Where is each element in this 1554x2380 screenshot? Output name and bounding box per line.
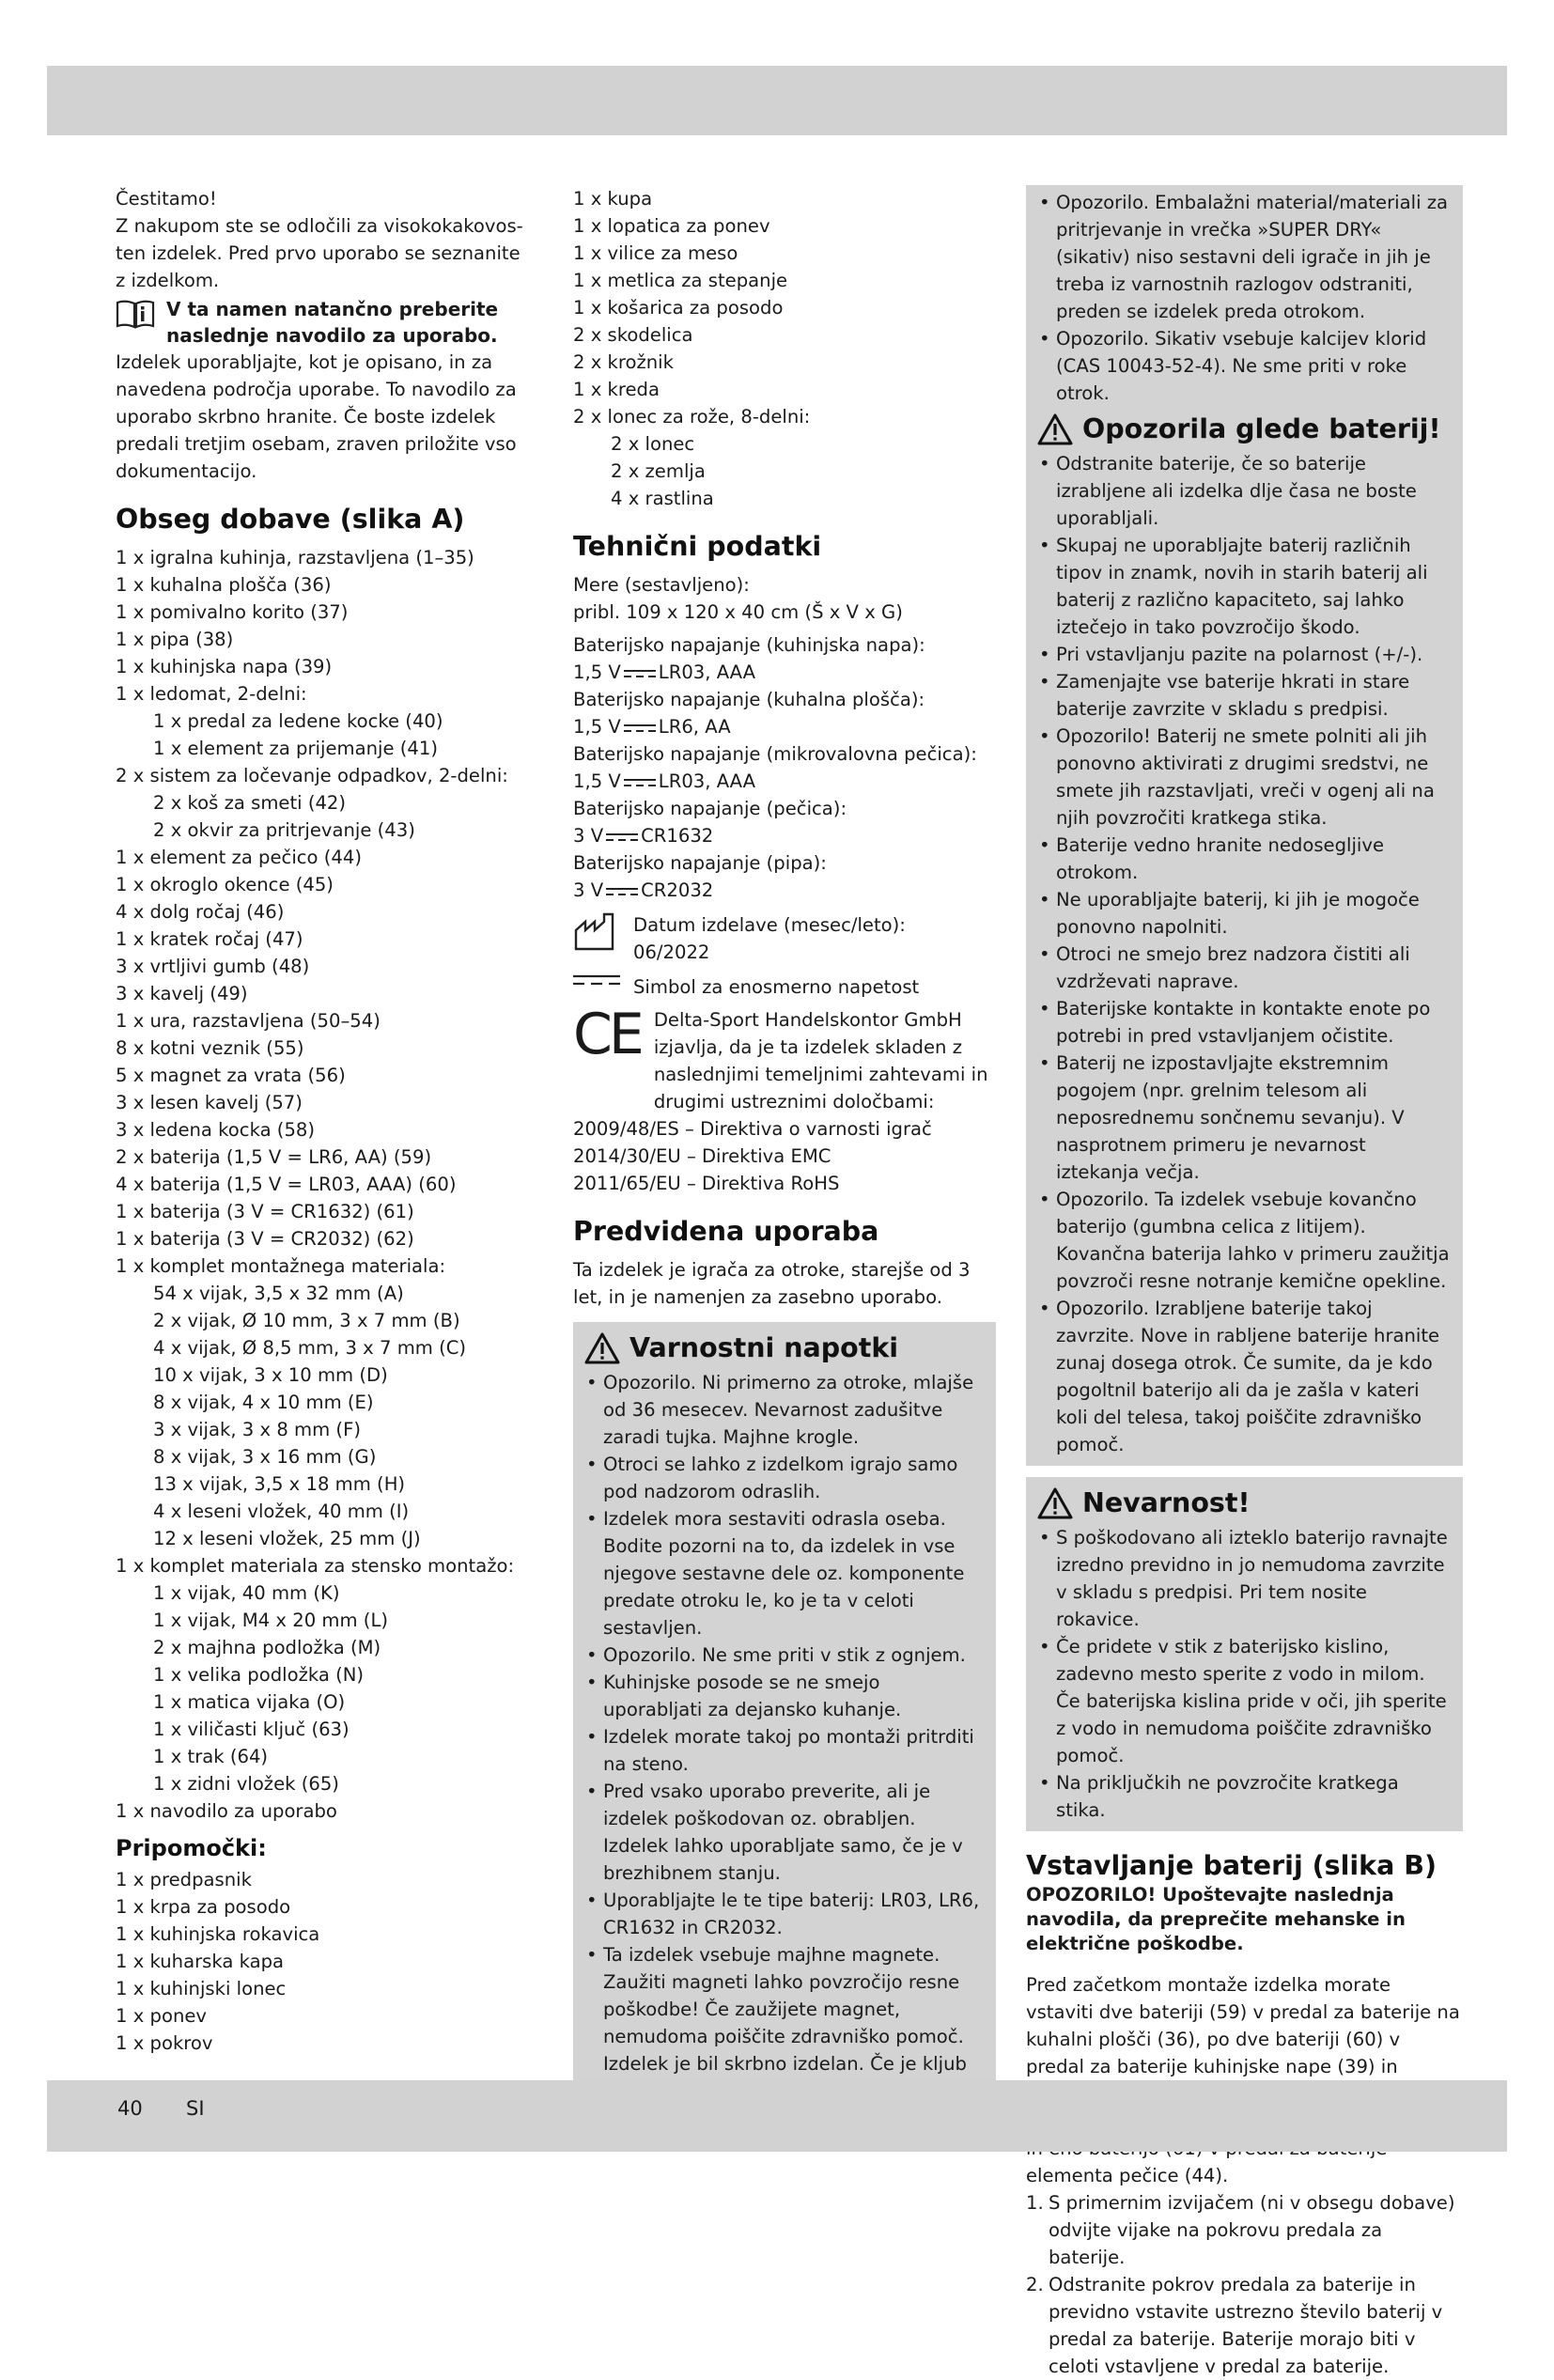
list-item: 2 x koš za smeti (42) — [153, 792, 347, 814]
power-voltage: 3 V — [573, 879, 604, 901]
power-value — [573, 659, 996, 686]
power-value — [573, 877, 996, 904]
list-item: 8 x vijak, 4 x 10 mm (E) — [153, 1392, 374, 1413]
dc-symbol-icon — [573, 973, 620, 987]
dc-symbol-icon — [606, 886, 638, 897]
list-item: 4 x baterija (1,5 V = LR03, AAA) (60) — [116, 1174, 457, 1195]
list-item: 1 x kreda — [573, 379, 660, 400]
list-item: 2 x zemlja — [611, 460, 706, 482]
bullet-item: • Ne uporabljajte baterij, ki jih je mogoče ponovno napolniti. — [1037, 886, 1452, 941]
list-item: 3 x ledena kocka (58) — [116, 1119, 316, 1141]
bullet-item: • Če pridete v stik z baterijsko kislino, zadevno mesto sperite z vodo in milom. Če baterijska kislina pride v oči, jih sperite z vodo in nemudoma poiščite zdravniško pomoč. — [1037, 1633, 1452, 1769]
list-item: 1 x metlica za stepanje — [573, 270, 788, 291]
list-item: 2 x okvir za pritrjevanje (43) — [153, 819, 415, 841]
greeting: Čestitamo! — [116, 188, 217, 210]
dc-symbol-icon — [624, 668, 656, 679]
intro-text: Z nakupom ste se odločili za visokokakovos-ten izdelek. Pred prvo uporabo se seznanite z izdelkom. — [116, 215, 523, 291]
list-item: 1 x vilice za meso — [573, 242, 738, 264]
use-text: Ta izdelek je igrača za otroke, starejše od 3 let, in je namenjen za zasebno uporabo. — [573, 1259, 971, 1308]
list-item: 1 x kupa — [573, 188, 653, 210]
list-item: 2 x lonec — [611, 433, 695, 455]
tech-heading: Tehnični podatki — [573, 531, 822, 562]
step-number: 1. — [1026, 2192, 1044, 2214]
list-item: 1 x pomivalno korito (37) — [116, 601, 349, 623]
list-item: 3 x lesen kavelj (57) — [116, 1092, 303, 1113]
bullet-item: • S poškodovano ali izteklo baterijo ravnajte izredno previdno in jo nemudoma zavrzite v skladu s predpisi. Pri tem nosite rokavice. — [1037, 1524, 1452, 1633]
list-item: 1 x element za prijemanje (41) — [153, 738, 438, 759]
directive-item: 2011/65/EU – Direktiva RoHS — [573, 1173, 840, 1194]
bullet-item: • Na priključkih ne povzročite kratkega stika. — [1037, 1769, 1452, 1824]
column-2 — [573, 185, 996, 2139]
step-number: 2. — [1026, 2274, 1044, 2295]
warning-icon — [1037, 1487, 1073, 1519]
dims-label: Mere (sestavljeno): — [573, 574, 750, 596]
bullet-item: • Izdelek morate takoj po montaži pritrditi na steno. — [584, 1723, 985, 1778]
bullet-item: • Opozorilo. Sikativ vsebuje kalcijev klorid (CAS 10043-52-4). Ne sme priti v roke otrok. — [1037, 325, 1452, 407]
warning-icon — [1037, 413, 1073, 445]
list-item: 8 x kotni veznik (55) — [116, 1037, 304, 1059]
page-language: SI — [186, 2097, 205, 2120]
list-item: 1 x pipa (38) — [116, 629, 234, 650]
list-item: 3 x kavelj (49) — [116, 983, 248, 1004]
list-item: 1 x vijak, M4 x 20 mm (L) — [153, 1610, 389, 1631]
intro-text-2: Izdelek uporabljajte, kot je opisano, in za navedena področja uporabe. To navodilo za uporabo skrbno hranite. Če boste izdelek predali tretjim osebam, zraven priložite vso dokumentacijo. — [116, 351, 517, 482]
power-value — [573, 768, 996, 795]
accessories-heading: Pripomočki: — [116, 1835, 267, 1861]
bullet-item: • Otroci ne smejo brez nadzora čistiti ali vzdrževati naprave. — [1037, 941, 1452, 995]
bullet-item: • Pri vstavljanju pazite na polarnost (+/-). — [1037, 641, 1452, 668]
list-item: 3 x vrtljivi gumb (48) — [116, 956, 310, 977]
list-item: 1 x ponev — [116, 2005, 208, 2027]
list-item: 1 x igralna kuhinja, razstavljena (1–35) — [116, 547, 474, 568]
power-label: Baterijsko napajanje (kuhalna plošča): — [573, 689, 925, 710]
list-item: 2 x sistem za ločevanje odpadkov, 2-delni: — [116, 765, 508, 786]
list-item: 1 x zidni vložek (65) — [153, 1773, 339, 1795]
bullet-item: • Skupaj ne uporabljajte baterij različnih tipov in znamk, novih in starih baterij ali baterij z različno kapaciteto, saj lahko iztečejo in tako povzročijo škodo. — [1037, 532, 1452, 641]
dc-symbol-icon — [624, 777, 656, 788]
scope-list — [116, 544, 529, 1825]
dims-value: pribl. 109 x 120 x 40 cm (Š x V x G) — [573, 601, 903, 623]
dc-symbol-text: Simbol za enosmerno napetost — [633, 976, 920, 998]
step-text: Odstranite pokrov predala za baterije in previdno vstavite ustrezno število baterij v predal za baterije. Baterije morajo biti v celoti vstavljene v predal za baterije. — [1049, 2274, 1443, 2377]
list-item: 1 x komplet montažnega materiala: — [116, 1255, 446, 1277]
list-item: 4 x leseni vložek, 40 mm (I) — [153, 1501, 410, 1522]
warning-icon — [584, 1332, 620, 1364]
list-item: 13 x vijak, 3,5 x 18 mm (H) — [153, 1473, 406, 1495]
power-type: LR03, AAA — [658, 770, 756, 792]
power-value — [573, 822, 996, 849]
list-item: 1 x navodilo za uporabo — [116, 1800, 337, 1822]
bullet-item: • Opozorilo! Baterij ne smete polniti ali jih ponovno aktivirati z drugimi sredstvi, ne smete jih razstavljati, vreči v ogenj ali na njih povzročiti kratkega stika. — [1037, 723, 1452, 832]
list-item: 10 x vijak, 3 x 10 mm (D) — [153, 1364, 388, 1386]
list-item: 1 x kuhalna plošča (36) — [116, 574, 332, 596]
power-type: LR6, AA — [658, 716, 731, 738]
bullet-item: • Opozorilo. Ni primerno za otroke, mlajše od 36 mesecev. Nevarnost zadušitve zaradi tujka. Majhne krogle. — [584, 1369, 985, 1451]
insert-heading: Vstavljanje baterij (slika B) — [1026, 1850, 1437, 1881]
power-type: CR2032 — [641, 879, 714, 901]
list-item: 1 x velika podložka (N) — [153, 1664, 365, 1686]
battery-heading-row — [1037, 412, 1452, 446]
power-voltage: 1,5 V — [573, 770, 621, 792]
list-item: 1 x baterija (3 V = CR2032) (62) — [116, 1228, 414, 1250]
power-type: CR1632 — [641, 825, 714, 847]
bullet-item: • Baterijske kontakte in kontakte enote po potrebi in pred vstavljanjem očistite. — [1037, 995, 1452, 1050]
bullet-item: • Opozorilo. Embalažni material/materiali za pritrjevanje in vrečka »SUPER DRY« (sikativ) niso sestavni deli igrače in jih je treba iz varnostnih razlogov odstraniti, preden se izdelek preda otrokom. — [1037, 189, 1452, 325]
list-item: 1 x okroglo okence (45) — [116, 874, 334, 895]
list-item: 8 x vijak, 3 x 16 mm (G) — [153, 1446, 377, 1468]
list-item: 4 x vijak, Ø 8,5 mm, 3 x 7 mm (C) — [153, 1337, 467, 1359]
list-item: 2 x baterija (1,5 V = LR6, AA) (59) — [116, 1146, 432, 1168]
list-item: 2 x vijak, Ø 10 mm, 3 x 7 mm (B) — [153, 1310, 460, 1331]
bullet-item: • Otroci se lahko z izdelkom igrajo samo pod nadzorom odraslih. — [584, 1451, 985, 1505]
date-value: 06/2022 — [633, 941, 710, 963]
list-item: 4 x rastlina — [611, 488, 714, 509]
list-item: 3 x vijak, 3 x 8 mm (F) — [153, 1419, 361, 1440]
bullet-item: • Pred vsako uporabo preverite, ali je izdelek poškodovan oz. obrabljen. Izdelek lahko uporabljate samo, če je v brezhibnem stanju. — [584, 1778, 985, 1887]
bullet-item: • Odstranite baterije, če so baterije izrabljene ali izdelka dlje časa ne boste uporabljali. — [1037, 450, 1452, 532]
insert-steps — [1026, 2189, 1463, 2380]
column-1 — [116, 185, 529, 2057]
bullet-item: • Opozorilo. Ne sme priti v stik z ognjem. — [584, 1641, 985, 1669]
note-text: V ta namen natančno preberite naslednje navodilo za uporabo. — [166, 298, 499, 347]
ce-mark: CE — [573, 1002, 641, 1067]
power-list — [573, 631, 996, 904]
list-item: 4 x dolg ročaj (46) — [116, 901, 285, 923]
list-item: 1 x kuhinjska rokavica — [116, 1923, 320, 1945]
list-item: 1 x viličasti ključ (63) — [153, 1719, 350, 1740]
bullet-item: • Uporabljajte le te tipe baterij: LR03, LR6, CR1632 in CR2032. — [584, 1887, 985, 1941]
power-value — [573, 713, 996, 740]
bullet-item: • Opozorilo. Ta izdelek vsebuje kovančno baterijo (gumbna celica z litijem). Kovančna baterija lahko v primeru zaužitja povzroči resne notranje kemične opekline. — [1037, 1186, 1452, 1295]
list-item: 1 x kratek ročaj (47) — [116, 928, 303, 950]
list-item: 1 x predpasnik — [116, 1869, 252, 1890]
bullet-item: • Zamenjajte vse baterije hkrati in stare baterije zavrzite v skladu s predpisi. — [1037, 668, 1452, 723]
ce-text: Delta-Sport Handelskontor GmbH izjavlja, da je ta izdelek skladen z naslednjimi temeljnimi zahtevami in drugimi ustreznimi določbami: — [653, 1009, 988, 1112]
power-type: LR03, AAA — [658, 661, 756, 683]
factory-icon — [573, 911, 620, 953]
page-number: 40 — [117, 2097, 143, 2120]
battery-heading: Opozorila glede baterij! — [1082, 413, 1441, 444]
danger-heading: Nevarnost! — [1082, 1487, 1251, 1518]
ce-declaration — [573, 1002, 996, 1115]
power-label: Baterijsko napajanje (pečica): — [573, 798, 847, 819]
accessories-list — [116, 1866, 529, 2057]
use-heading: Predvidena uporaba — [573, 1216, 879, 1247]
danger-heading-row — [1037, 1486, 1452, 1520]
list-item: 1 x element za pečico (44) — [116, 847, 362, 868]
step-item — [1026, 2271, 1463, 2380]
scope-heading: Obseg dobave (slika A) — [116, 504, 465, 535]
danger-box — [1026, 1477, 1463, 1831]
list-item: 1 x ura, razstavljena (50–54) — [116, 1010, 381, 1032]
header-bar — [47, 66, 1507, 135]
step-text: S primernim izvijačem (ni v obsegu dobave) odvijte vijake na pokrovu predala za baterije. — [1049, 2192, 1455, 2268]
directive-item: 2009/48/ES – Direktiva o varnosti igrač — [573, 1118, 932, 1140]
list-item: 1 x vijak, 40 mm (K) — [153, 1582, 340, 1604]
list-item: 1 x baterija (3 V = CR1632) (61) — [116, 1201, 414, 1222]
power-voltage: 1,5 V — [573, 716, 621, 738]
list-item: 2 x krožnik — [573, 351, 674, 373]
list-item: 54 x vijak, 3,5 x 32 mm (A) — [153, 1283, 404, 1304]
directives-list — [573, 1115, 996, 1197]
packaging-warnings — [1037, 189, 1452, 407]
dc-symbol-icon — [624, 723, 656, 734]
safety-list — [584, 1369, 985, 2132]
bullet-item: • Opozorilo. Izrabljene baterije takoj zavrzite. Nove in rabljene baterije hranite zunaj dosega otrok. Če sumite, da je kdo pogoltnil baterijo ali da je zašla v kateri koli del telesa, takoj poiščite zdravniško pomoč. — [1037, 1295, 1452, 1458]
list-item: 1 x ledomat, 2-delni: — [116, 683, 307, 705]
list-item: 12 x leseni vložek, 25 mm (J) — [153, 1528, 421, 1549]
list-item: 1 x kuhinjska napa (39) — [116, 656, 333, 677]
power-label: Baterijsko napajanje (pipa): — [573, 852, 827, 874]
scope-list-continued — [573, 185, 996, 512]
power-voltage: 1,5 V — [573, 661, 621, 683]
power-label: Baterijsko napajanje (mikrovalovna pečica): — [573, 743, 977, 765]
bullet-item: • Baterije vedno hranite nedosegljive otrokom. — [1037, 832, 1452, 886]
list-item: 1 x kuhinjski lonec — [116, 1978, 287, 1999]
bullet-item: • Ta izdelek vsebuje majhne magnete. Zaužiti magneti lahko povzročijo resne poškodbe! Če zaužijete magnet, nemudoma poiščite zdravniško pomoč. Izdelek je bil skrbno izdelan. Če je kljub — [584, 1941, 985, 2132]
list-item: 1 x kuharska kapa — [116, 1951, 285, 1972]
bullet-item: • Izdelek mora sestaviti odrasla oseba. Bodite pozorni na to, da izdelek in vse njegove sestavne dele oz. komponente predate otroku le, ko je ta v celoti sestavljen. — [584, 1505, 985, 1641]
battery-warnings — [1037, 450, 1452, 1458]
list-item: 1 x krpa za posodo — [116, 1896, 291, 1918]
list-item: 1 x predal za ledene kocke (40) — [153, 710, 443, 732]
column-3 — [1026, 185, 1463, 2380]
list-item: 1 x matica vijaka (O) — [153, 1691, 346, 1713]
date-label: Datum izdelave (mesec/leto): — [633, 914, 906, 936]
list-item: 1 x lopatica za ponev — [573, 215, 770, 237]
battery-box — [1026, 185, 1463, 1466]
list-item: 1 x pokrov — [116, 2032, 213, 2054]
safety-heading: Varnostni napotki — [629, 1332, 899, 1363]
danger-warnings — [1037, 1524, 1452, 1824]
list-item: 2 x skodelica — [573, 324, 693, 346]
list-item: 1 x trak (64) — [153, 1746, 269, 1767]
safety-heading-row — [584, 1331, 985, 1365]
insert-warning: OPOZORILO! Upoštevajte naslednja navodila, da preprečite mehanske in električne poškodbe. — [1026, 1884, 1406, 1954]
safety-box — [573, 1322, 996, 2139]
power-label: Baterijsko napajanje (kuhinjska napa): — [573, 634, 925, 656]
manual-note — [116, 296, 529, 349]
bullet-item: • Kuhinjske posode se ne smejo uporabljati za dejansko kuhanje. — [584, 1669, 985, 1723]
directive-item: 2014/30/EU – Direktiva EMC — [573, 1145, 831, 1167]
list-item: 2 x majhna podložka (M) — [153, 1637, 381, 1658]
manufacture-date — [573, 911, 996, 966]
list-item: 5 x magnet za vrata (56) — [116, 1065, 346, 1086]
dc-symbol-icon — [606, 832, 638, 843]
manual-book-icon — [116, 299, 155, 329]
power-voltage: 3 V — [573, 825, 604, 847]
list-item: 2 x lonec za rože, 8-delni: — [573, 406, 811, 428]
footer-bar — [47, 2080, 1507, 2152]
step-item — [1026, 2189, 1463, 2271]
list-item: 1 x komplet materiala za stensko montažo: — [116, 1555, 515, 1577]
insert-text: Pred začetkom montaže izdelka morate vstaviti dve bateriji (59) v predal za baterije na kuhalni plošči (36), po dve bateriji (60) v predal za baterije kuhinjske nape (39) in elementa pečice (44). — [1026, 1974, 1460, 2186]
bullet-item: • Baterij ne izpostavljajte ekstremnim pogojem (npr. grelnim telesom ali neposrednemu sončnemu sevanju). V nasprotnem primeru je nevarnost iztekanja večja. — [1037, 1050, 1452, 1186]
dc-symbol-row — [573, 973, 996, 1001]
list-item: 1 x košarica za posodo — [573, 297, 784, 319]
